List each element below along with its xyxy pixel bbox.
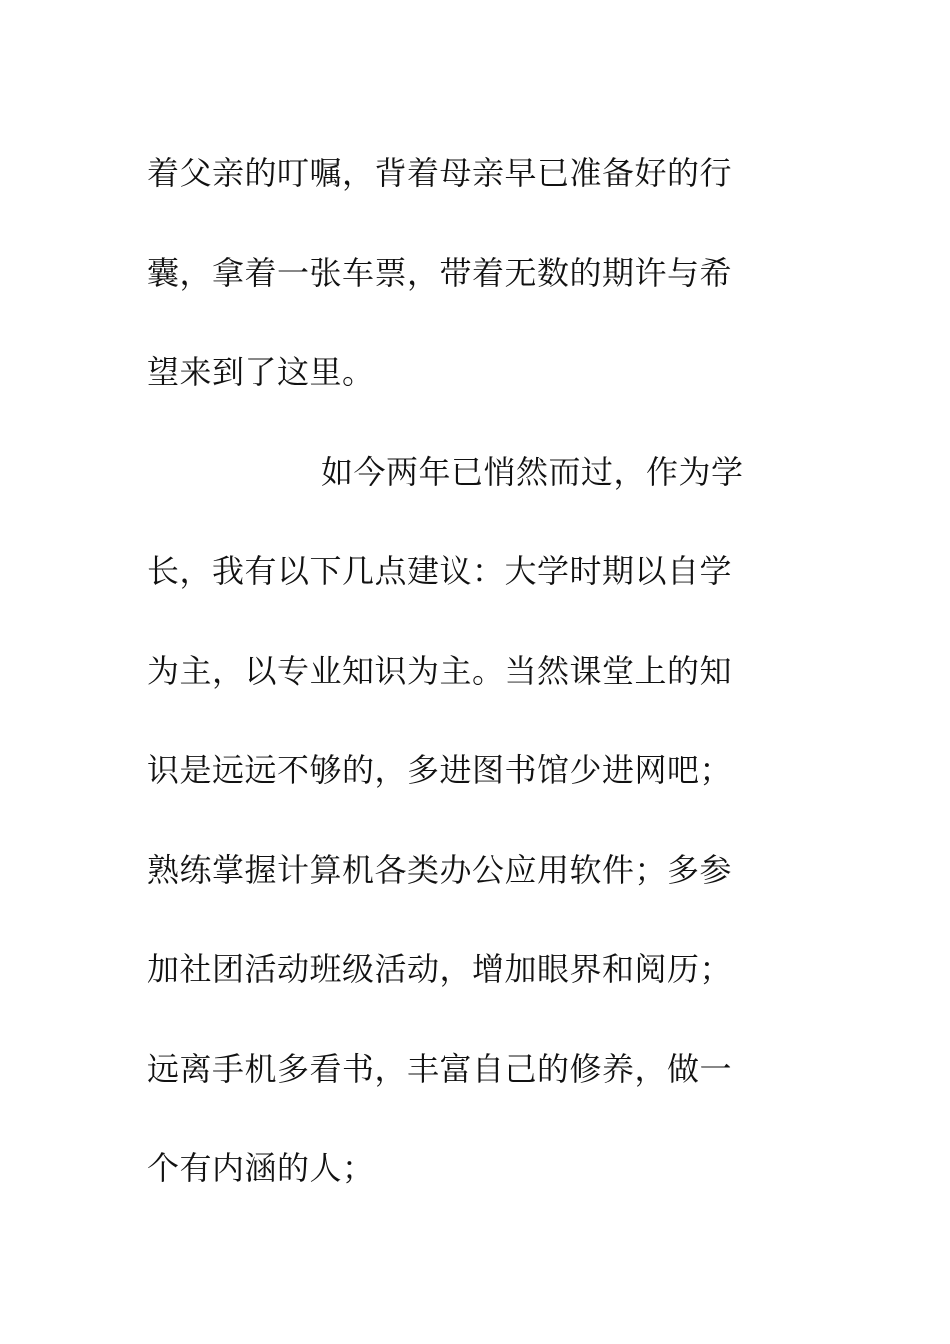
text-line-7: 识是远远不够的，多进图书馆少进网吧； (147, 751, 733, 789)
text-line-3: 望来到了这里。 (147, 353, 375, 391)
text-line-6: 为主，以专业知识为主。当然课堂上的知 (147, 651, 733, 690)
body-text (147, 124, 787, 1219)
text-line-11: 个有内涵的人； (147, 1149, 375, 1187)
text-line-4-paragraph-start: 如今两年已悄然而过，作为学 (321, 452, 744, 491)
text-line-1: 着父亲的叮嘱，背着母亲早已准备好的行 (147, 154, 733, 192)
text-line-9: 加社团活动班级活动，增加眼界和阅历； (147, 950, 733, 988)
text-line-2: 囊，拿着一张车票，带着无数的期许与希 (147, 253, 733, 292)
text-line-8: 熟练掌握计算机各类办公应用软件；多参 (147, 850, 733, 889)
text-line-10: 远离手机多看书，丰富自己的修养，做一 (147, 1049, 733, 1088)
text-line-5: 长，我有以下几点建议：大学时期以自学 (147, 552, 733, 590)
